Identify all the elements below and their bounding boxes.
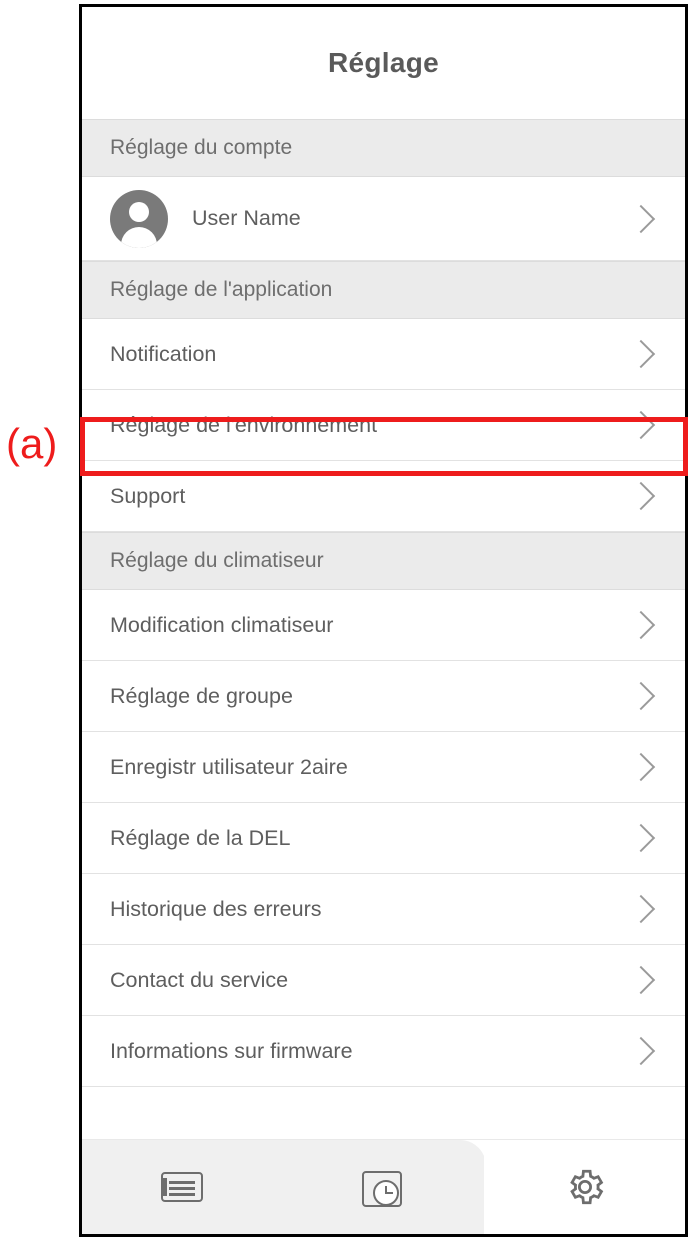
page-header <box>82 7 685 119</box>
list-item-support[interactable] <box>82 461 685 532</box>
list-item-label: Notification <box>110 341 217 366</box>
list-item-label: Historique des erreurs <box>110 896 322 921</box>
air-conditioner-icon <box>161 1168 205 1206</box>
section-header-account: Réglage du compte <box>82 119 685 177</box>
list-item-service-contact[interactable] <box>82 945 685 1016</box>
section-header-air-conditioner: Réglage du climatiseur <box>82 532 685 590</box>
list-item-notification[interactable] <box>82 319 685 390</box>
list-item-error-history[interactable] <box>82 874 685 945</box>
annotation-label: (a) <box>6 420 58 467</box>
list-item-label: Réglage de la DEL <box>110 825 291 850</box>
list-item-label: Informations sur firmware <box>110 1038 353 1063</box>
gear-icon <box>564 1166 606 1208</box>
list-item-label: Enregistr utilisateur 2aire <box>110 754 348 779</box>
chevron-right-icon <box>627 682 655 710</box>
chevron-right-icon <box>627 824 655 852</box>
chevron-right-icon <box>627 895 655 923</box>
list-item-modify-air-conditioner[interactable] <box>82 590 685 661</box>
chevron-right-icon <box>627 1037 655 1065</box>
chevron-right-icon <box>627 611 655 639</box>
schedule-clock-icon: · · · · <box>361 1165 407 1209</box>
tab-settings[interactable] <box>484 1140 685 1234</box>
list-item-group-setting[interactable] <box>82 661 685 732</box>
list-item-environment-setting[interactable] <box>82 390 685 461</box>
chevron-right-icon <box>627 204 655 232</box>
list-item-label: Réglage de groupe <box>110 683 293 708</box>
section-header-application: Réglage de l'application <box>82 261 685 319</box>
list-item-label: User Name <box>192 206 301 230</box>
chevron-right-icon <box>627 482 655 510</box>
tab-air-conditioner[interactable] <box>82 1140 283 1234</box>
tab-schedule[interactable] <box>283 1140 484 1234</box>
bottom-tab-bar <box>82 1139 685 1234</box>
list-bottom-spacer <box>82 1087 685 1125</box>
list-item-label: Réglage de l'environnement <box>110 412 378 437</box>
chevron-right-icon <box>627 966 655 994</box>
list-item-user-name[interactable] <box>82 177 685 261</box>
phone-frame <box>79 4 688 1237</box>
page-title: Réglage <box>327 47 440 78</box>
list-item-firmware-information[interactable] <box>82 1016 685 1087</box>
chevron-right-icon <box>627 753 655 781</box>
list-item-label: Support <box>110 483 186 508</box>
list-item-secondary-user-registration[interactable] <box>82 732 685 803</box>
chevron-right-icon <box>627 411 655 439</box>
list-item-label: Contact du service <box>110 967 289 992</box>
list-item-label: Modification climatiseur <box>110 612 334 637</box>
avatar-icon <box>110 190 168 248</box>
chevron-right-icon <box>627 340 655 368</box>
list-item-led-setting[interactable] <box>82 803 685 874</box>
